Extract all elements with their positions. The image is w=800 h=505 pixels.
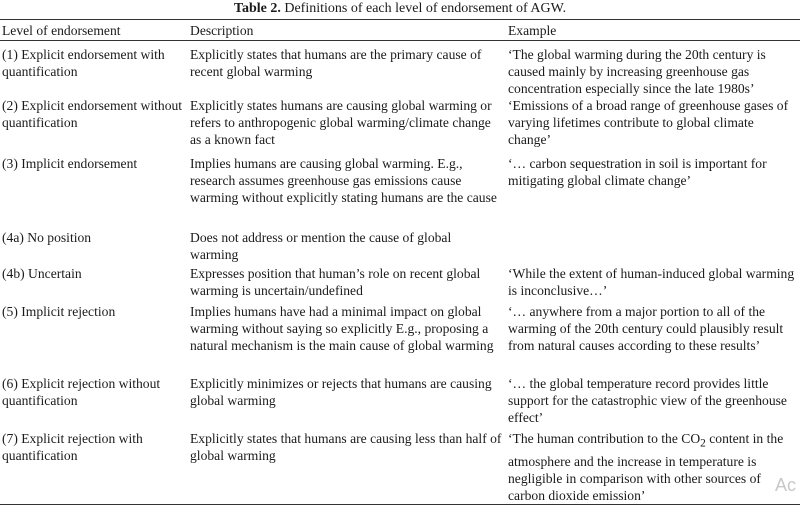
description-cell: Implies humans have had a minimal impact on global warming without saying so explicitly E.g., proposing a natural mechanism is the main cause of global warming [190,304,494,353]
table-row [0,430,800,504]
example-cell [506,229,800,265]
example-cell: ‘… the global temperature record provides little support for the catastrophic view of the greenhouse effect’ [508,376,787,425]
example-cell: ‘While the extent of human-induced global warming is inconclusive…’ [508,266,795,298]
description-cell: Explicitly states that humans are causing less than half of global warming [188,430,506,504]
level-cell: (5) Implicit rejection [2,304,116,319]
table-row [0,265,800,303]
level-cell: (7) Explicit rejection with quantification [0,430,188,504]
caption-label: Table 2. [233,1,281,16]
header-level: Level of endorsement [0,20,188,41]
table-row [0,97,800,155]
description-cell: Does not address or mention the cause of global warming [190,230,452,262]
example-cell: ‘The global warming during the 20th century is caused mainly by increasing greenhouse gas concentration especially since the late 1980s’ [508,47,766,96]
table-row [0,303,800,375]
level-cell: (2) Explicit endorsement without quantification [2,98,183,130]
co2-subscript: 2 [700,437,706,450]
description-cell: Implies humans are causing global warming. E.g., research assumes greenhouse gas emissions cause warming without explicitly stating humans are the cause [190,156,497,205]
example-cell: ‘… anywhere from a major portion to all of the warming of the 20th century could plausibly result from natural causes according to these results’ [508,304,784,353]
description-cell: Expresses position that human’s role on recent global warming is uncertain/undefined [190,266,481,298]
description-cell: Explicitly minimizes or rejects that humans are causing global warming [190,376,492,408]
example-text-end: content in the atmosphere and the increase in temperature is negligible in comparison with other sources of carbon dioxide emission’ [508,431,784,503]
example-cell: ‘Emissions of a broad range of greenhouse gases of varying lifetimes contribute to global climate change’ [508,98,789,147]
level-cell: (1) Explicit endorsement with quantification [2,47,165,79]
table-row [0,229,800,265]
endorsement-table [0,19,800,505]
level-cell: (4a) No position [2,230,92,245]
header-description: Description [188,20,506,41]
description-cell: Explicitly states humans are causing global warming or refers to anthropogenic global warming/climate change as a known fact [190,98,492,147]
caption-text: Definitions of each level of endorsement of AGW. [284,1,567,16]
example-cell: ‘… carbon sequestration in soil is important for mitigating global climate change’ [508,156,767,188]
table-row [0,41,800,98]
header-row [0,20,800,41]
level-cell: (3) Implicit endorsement [2,156,138,171]
level-cell: (6) Explicit rejection without quantification [2,376,161,408]
example-text-start: ‘The human contribution to the CO [508,431,701,446]
header-example: Example [506,20,800,41]
level-cell: (4b) Uncertain [2,266,82,281]
table-row [0,155,800,229]
table-caption [0,0,800,19]
example-cell [506,430,800,504]
table-row [0,375,800,430]
description-cell: Explicitly states that humans are the primary cause of recent global warming [190,47,482,79]
watermark: Ac [774,475,796,495]
